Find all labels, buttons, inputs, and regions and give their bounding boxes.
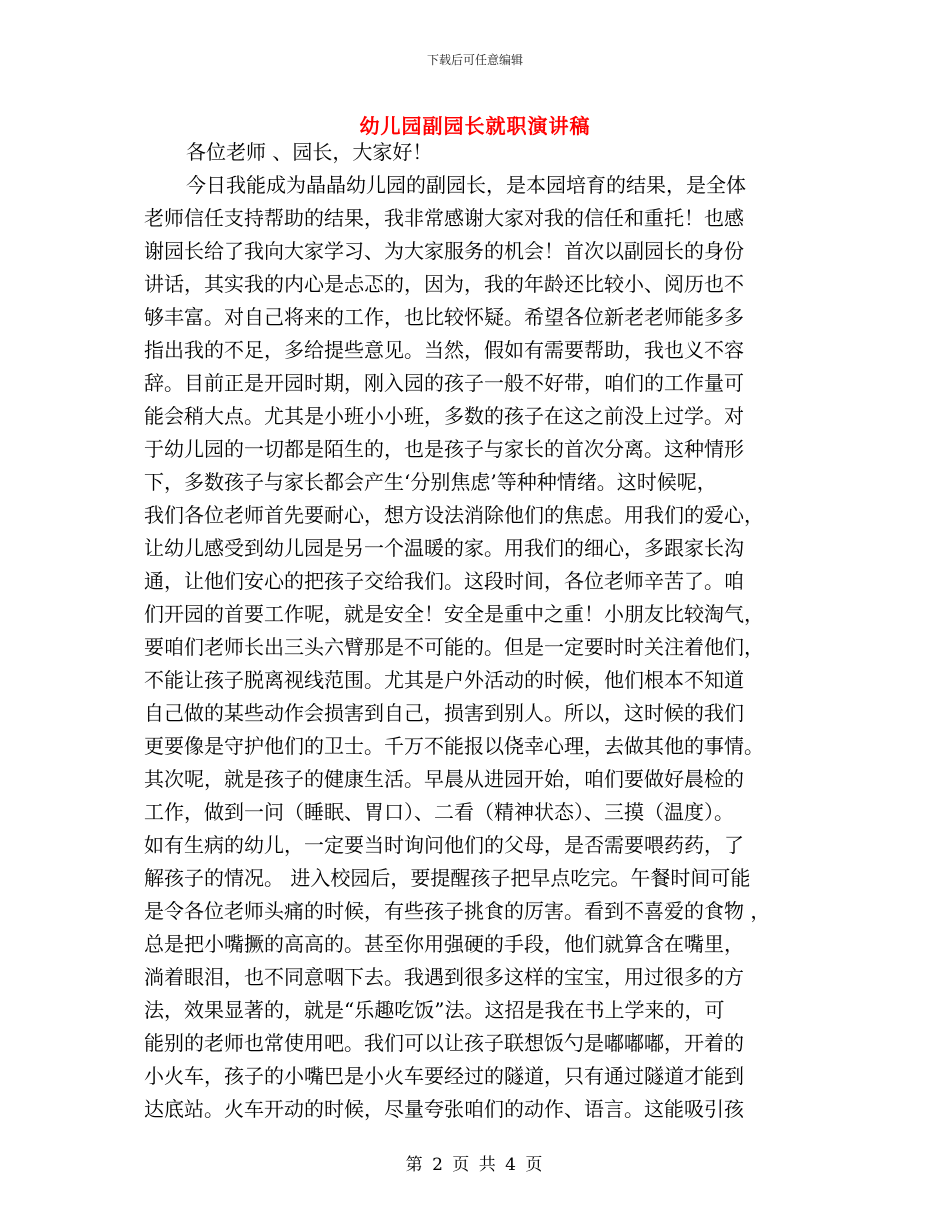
body-line: 如有生病的幼儿，一定要当时询问他们的父母，是否需要喂药药，了 [144, 833, 744, 857]
page-header-note: 下载后可任意编辑 [426, 53, 523, 67]
body-line: 今日我能成为晶晶幼儿园的副园长，是本园培育的结果，是全体 [186, 173, 746, 197]
body-line: 小火车，孩子的小嘴巴是小火车要经过的隧道，只有通过隧道才能到 [144, 1064, 744, 1088]
body-line: 自己做的某些动作会损害到自己，损害到别人。所以，这时候的我们 [144, 701, 744, 725]
body-line: 总是把小嘴撅的高高的。甚至你用强硬的手段，他们就算含在嘴里， [144, 932, 744, 956]
body-line: 不能让孩子脱离视线范围。尤其是户外活动的时候，他们根本不知道 [144, 668, 744, 692]
body-line: 各位老师 、园长，大家好！ [186, 140, 433, 164]
body-line: 工作，做到一问（睡眠、胃口）、二看（精神状态）、三摸（温度）。 [144, 800, 734, 824]
body-line: 老师信任支持帮助的结果，我非常感谢大家对我的信任和重托！也感 [144, 206, 744, 230]
body-line: 能会稍大点。尤其是小班小小班，多数的孩子在这之前没上过学。对 [144, 404, 744, 428]
body-line: 下，多数孩子与家长都会产生‘分别焦虑’等种种情绪。这时候呢， [144, 470, 717, 494]
body-line: 让幼儿感受到幼儿园是另一个温暖的家。用我们的细心，多跟家长沟 [144, 536, 744, 560]
body-line: 讲话，其实我的内心是忐忑的，因为，我的年龄还比较小、阅历也不 [144, 272, 744, 296]
body-line: 是令各位老师头痛的时候，有些孩子挑食的厉害。看到不喜爱的食物 ， [144, 899, 771, 923]
page-number-footer: 第 2 页 共 4 页 [405, 1155, 545, 1175]
body-line: 其次呢，就是孩子的健康生活。早晨从进园开始，咱们要做好晨检的 [144, 767, 744, 791]
body-line: 谢园长给了我向大家学习、为大家服务的机会！首次以副园长的身份 [144, 239, 744, 263]
body-line: 通，让他们安心的把孩子交给我们。这段时间，各位老师辛苦了。咱 [144, 569, 744, 593]
body-line: 辞。目前正是开园时期，刚入园的孩子一般不好带，咱们的工作量可 [144, 371, 744, 395]
body-line: 能别的老师也常使用吧。我们可以让孩子联想饭勺是嘟嘟嘟，开着的 [144, 1031, 744, 1055]
document-body [144, 136, 824, 1126]
body-line: 更要像是守护他们的卫士。千万不能报以侥幸心理，去做其他的事情。 [144, 734, 764, 758]
body-line: 法，效果显著的，就是“乐趣吃饭”法。这招是我在书上学来的，可 [144, 998, 725, 1022]
body-line: 指出我的不足，多给提些意见。当然，假如有需要帮助，我也义不容 [144, 338, 744, 362]
body-line: 淌着眼泪，也不同意咽下去。我遇到很多这样的宝宝，用过很多的方 [144, 965, 744, 989]
document-title: 幼儿园副园长就职演讲稿 [359, 114, 591, 138]
body-line: 够丰富。对自己将来的工作，也比较怀疑。希望各位新老老师能多多 [144, 305, 744, 329]
body-line: 达底站。火车开动的时候，尽量夸张咱们的动作、语言。这能吸引孩 [144, 1097, 744, 1121]
body-line: 我们各位老师首先要耐心，想方设法消除他们的焦虑。用我们的爱心， [144, 503, 764, 527]
body-line: 要咱们老师长出三头六臂那是不可能的。但是一定要时时关注着他们， [144, 635, 764, 659]
body-line: 于幼儿园的一切都是陌生的，也是孩子与家长的首次分离。这种情形 [144, 437, 744, 461]
body-line: 们开园的首要工作呢，就是安全！安全是重中之重！小朋友比较淘气， [144, 602, 764, 626]
body-line: 解孩子的情况。 进入校园后，要提醒孩子把早点吃完。午餐时间可能 [144, 866, 751, 890]
